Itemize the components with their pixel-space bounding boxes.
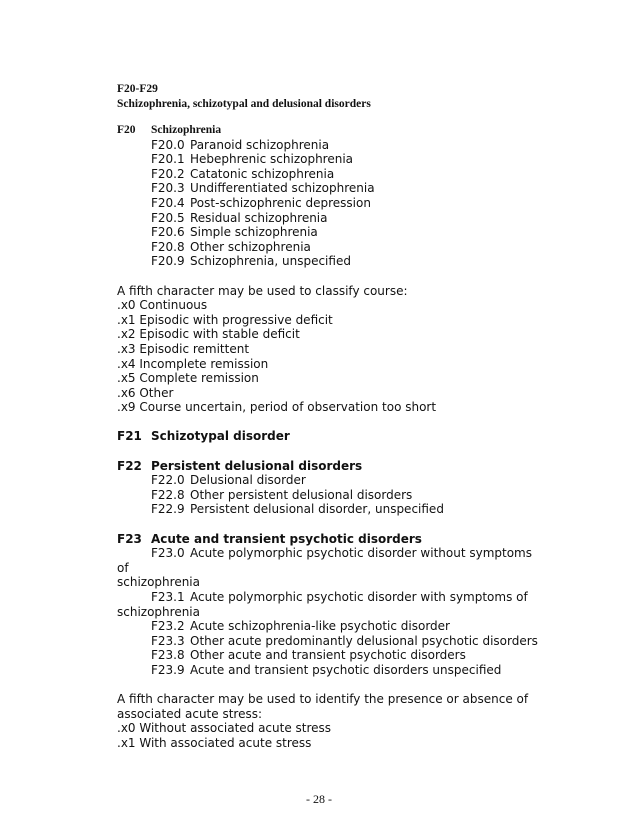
course-intro: A fifth character may be used to classify course: [117, 283, 408, 298]
f22-item [117, 502, 617, 517]
f23-item-wrap: schizophrenia [117, 575, 200, 590]
f20-item [117, 152, 617, 167]
f20-item [117, 196, 617, 211]
item-code: F20.1 [151, 152, 185, 167]
item-label: Acute polymorphic psychotic disorder without symptoms [190, 546, 532, 561]
spacer [117, 517, 617, 532]
item-label: Schizophrenia, unspecified [190, 254, 351, 269]
f21-code: F21 [117, 429, 142, 444]
course-item: .x0 Continuous [117, 298, 208, 313]
item-label: Undifferentiated schizophrenia [190, 181, 375, 196]
f22-item [117, 488, 617, 503]
stress-intro: A fifth character may be used to identify the presence or absence of [117, 692, 529, 707]
f20-item [117, 167, 617, 182]
f20-item [117, 225, 617, 240]
item-label: Residual schizophrenia [190, 210, 328, 225]
item-label: Delusional disorder [190, 473, 306, 488]
item-label: Other schizophrenia [190, 239, 311, 254]
item-code: F22.0 [151, 473, 185, 488]
item-code: F20.0 [151, 137, 185, 152]
course-item: .x6 Other [117, 385, 174, 400]
f21-title: Schizotypal disorder [151, 429, 290, 444]
item-code: F22.9 [151, 502, 185, 517]
item-label: Other acute predominantly delusional psychotic disorders [190, 633, 538, 648]
section-header [117, 82, 371, 112]
section-range: F20-F29 [117, 83, 158, 95]
item-label: Catatonic schizophrenia [190, 166, 335, 181]
stress-intro: associated acute stress: [117, 706, 263, 721]
item-code: F20.8 [151, 239, 185, 254]
item-code: F23.1 [151, 590, 185, 604]
item-code: F23.0 [151, 546, 185, 561]
item-code: F20.6 [151, 225, 185, 240]
item-label: Post-schizophrenic depression [190, 195, 371, 210]
f20-item [117, 181, 617, 196]
f23-heading [117, 532, 617, 547]
item-code: F23.8 [151, 648, 185, 663]
f20-item [117, 240, 617, 255]
stress-item: .x0 Without associated acute stress [117, 721, 332, 736]
course-item: .x2 Episodic with stable deficit [117, 327, 300, 342]
f23-item-wrap: of [117, 560, 129, 575]
f23-item [117, 590, 617, 605]
f20-item [117, 254, 617, 269]
item-code: F20.4 [151, 195, 185, 210]
document-body [117, 123, 617, 751]
stress-item: .x1 With associated acute stress [117, 735, 312, 750]
f21-heading [117, 429, 617, 444]
spacer [117, 269, 617, 284]
item-code: F23.9 [151, 662, 185, 677]
f20-item [117, 211, 617, 226]
f22-code: F22 [117, 458, 142, 473]
item-code: F22.8 [151, 487, 185, 502]
section-title: Schizophrenia, schizotypal and delusional disorders [117, 98, 371, 110]
item-label: Hebephrenic schizophrenia [190, 152, 354, 167]
f23-item-wrap: schizophrenia [117, 604, 200, 619]
item-code: F20.2 [151, 166, 185, 181]
f23-item [117, 619, 617, 634]
item-label: Acute and transient psychotic disorders unspecified [190, 662, 502, 677]
item-label: Persistent delusional disorder, unspecified [190, 502, 444, 517]
item-code: F20.9 [151, 254, 185, 269]
course-item: .x9 Course uncertain, period of observation too short [117, 400, 437, 415]
f22-title: Persistent delusional disorders [151, 458, 363, 473]
f23-code: F23 [117, 531, 142, 546]
spacer [117, 415, 617, 430]
f23-item [117, 663, 617, 678]
course-item: .x5 Complete remission [117, 371, 259, 386]
item-label: Other acute and transient psychotic disorders [190, 648, 466, 663]
item-code: F20.3 [151, 181, 185, 196]
f23-item [117, 648, 617, 663]
course-item: .x3 Episodic remittent [117, 341, 250, 356]
item-label: Paranoid schizophrenia [190, 137, 330, 152]
spacer [117, 444, 617, 459]
course-item: .x1 Episodic with progressive deficit [117, 312, 333, 327]
course-item: .x4 Incomplete remission [117, 356, 269, 371]
item-label: Acute schizophrenia-like psychotic disorder [190, 619, 450, 634]
f22-item [117, 473, 617, 488]
item-label: Acute polymorphic psychotic disorder with symptoms of [190, 590, 528, 604]
item-code: F23.3 [151, 633, 185, 648]
f20-title: Schizophrenia [151, 124, 222, 136]
item-label: Simple schizophrenia [190, 225, 318, 240]
f23-item [117, 634, 617, 649]
f22-heading [117, 459, 617, 474]
item-label: Other persistent delusional disorders [190, 487, 413, 502]
item-code: F23.2 [151, 619, 185, 634]
item-code: F20.5 [151, 210, 185, 225]
f23-title: Acute and transient psychotic disorders [151, 531, 422, 546]
page-number: - 28 - [306, 792, 332, 806]
f20-code: F20 [117, 124, 136, 136]
f20-item [117, 138, 617, 153]
spacer [117, 678, 617, 693]
f20-heading [117, 123, 617, 138]
f23-item [117, 546, 617, 561]
